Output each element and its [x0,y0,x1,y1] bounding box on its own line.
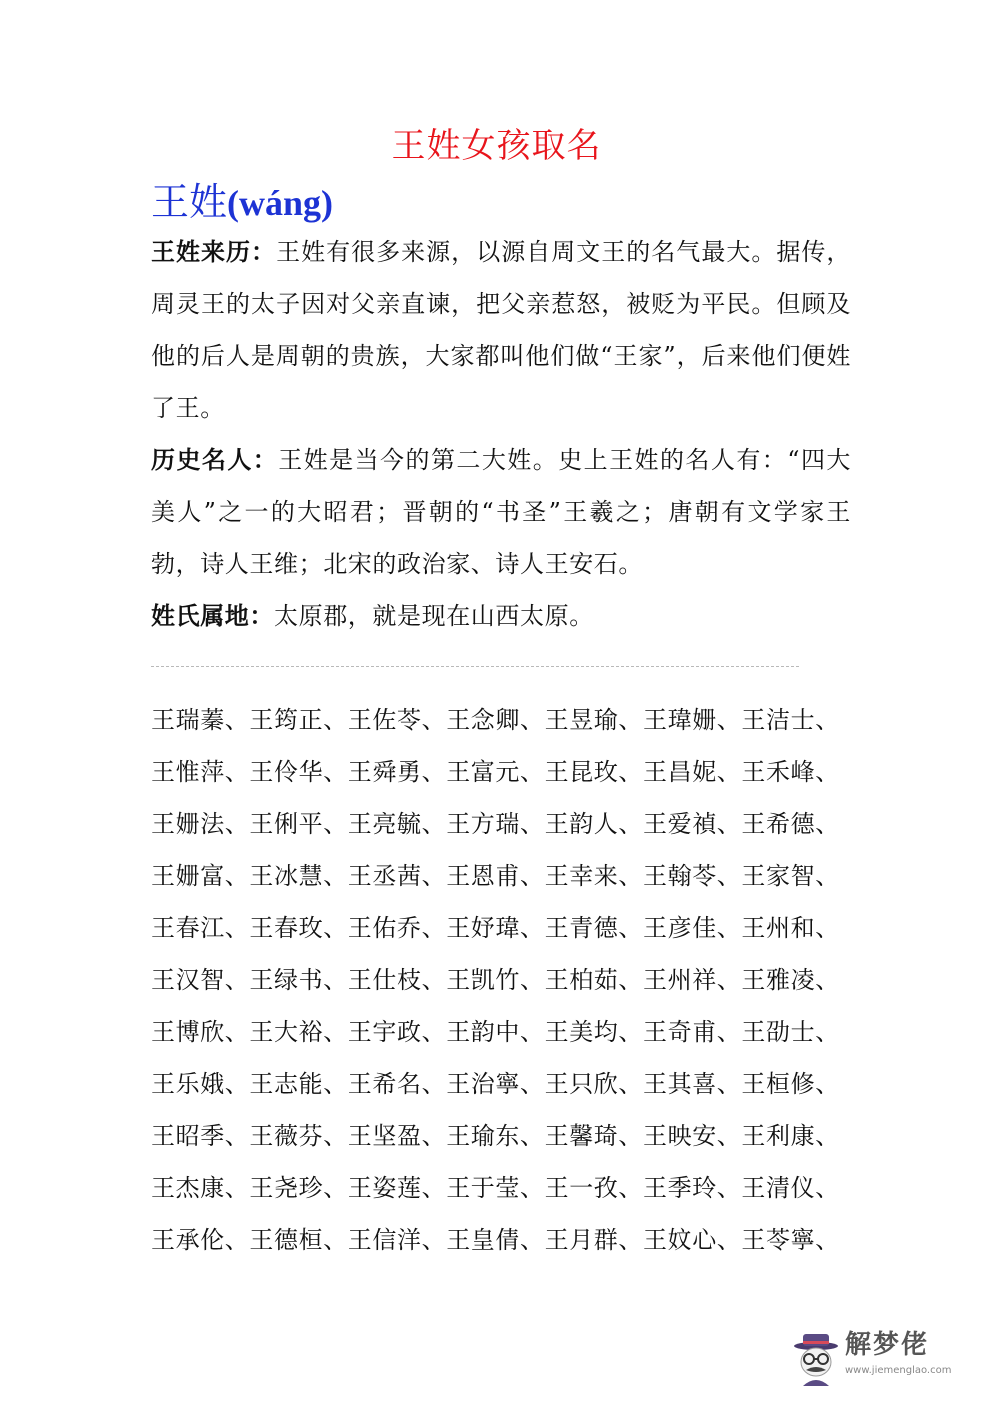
section-ancestral-home [151,590,851,642]
name-row: 王博欣、王大裕、王宇政、王韵中、王美均、王奇甫、王劭士、 [151,1018,840,1046]
section-origin [151,226,851,434]
name-row: 王昭季、王薇芬、王坚盈、王瑜东、王馨琦、王映安、王利康、 [151,1122,840,1150]
name-row: 王瑞蓁、王筠正、王佐苓、王念卿、王昱瑜、王瑋姗、王洁士、 [151,706,840,734]
section-famous-people [151,434,851,590]
section-text: 王姓有很多来源，以源自周文王的名气最大。据传，周灵王的太子因对父亲直谏，把父亲惹怒，被贬为平民。但顾及他的后人是周朝的贵族，大家都叫他们做“王家”，后来他们便姓了王。 [151,238,851,422]
surname-heading [151,172,333,233]
dashed-divider [151,666,799,667]
name-row: 王惟萍、王伶华、王舜勇、王富元、王昆玫、王昌妮、王禾峰、 [151,758,840,786]
surname-text: 王姓 [151,180,228,224]
name-row: 王姗富、王冰慧、王丞茜、王恩甫、王幸来、王翰苓、王家智、 [151,862,840,890]
surname-pinyin: (wáng) [227,183,334,223]
watermark-brand: 解梦佬 [845,1330,930,1360]
watermark-url: www.jiemenglao.com [845,1365,952,1376]
name-row: 王姗法、王俐平、王亮毓、王方瑞、王韵人、王爱禎、王希德、 [151,810,840,838]
name-row: 王汉智、王绿书、王仕枝、王凯竹、王柏茹、王州祥、王雅凌、 [151,966,840,994]
page-title: 王姓女孩取名 [391,126,602,166]
name-row: 王乐娥、王志能、王希名、王治寧、王只欣、王其喜、王桓修、 [151,1070,840,1098]
name-row: 王承伦、王德桓、王信洋、王皇倩、王月群、王妏心、王苓寧、 [151,1226,840,1254]
section-label: 姓氏属地： [151,601,274,630]
detective-mascot-icon [791,1330,841,1386]
section-label: 王姓来历： [151,237,277,266]
name-row: 王春江、王春玫、王佑乔、王妤瑋、王青德、王彦佳、王州和、 [151,914,840,942]
watermark [791,1328,971,1390]
name-row: 王杰康、王尧珍、王姿莲、王于莹、王一孜、王季玲、王清仪、 [151,1174,840,1202]
section-text: 王姓是当今的第二大姓。史上王姓的名人有：“四大美人”之一的大昭君；晋朝的“书圣”王羲之；唐朝有文学家王勃，诗人王维；北宋的政治家、诗人王安石。 [151,446,851,578]
section-text: 太原郡，就是现在山西太原。 [274,602,594,630]
section-label: 历史名人： [151,445,279,474]
name-list [151,694,851,1266]
